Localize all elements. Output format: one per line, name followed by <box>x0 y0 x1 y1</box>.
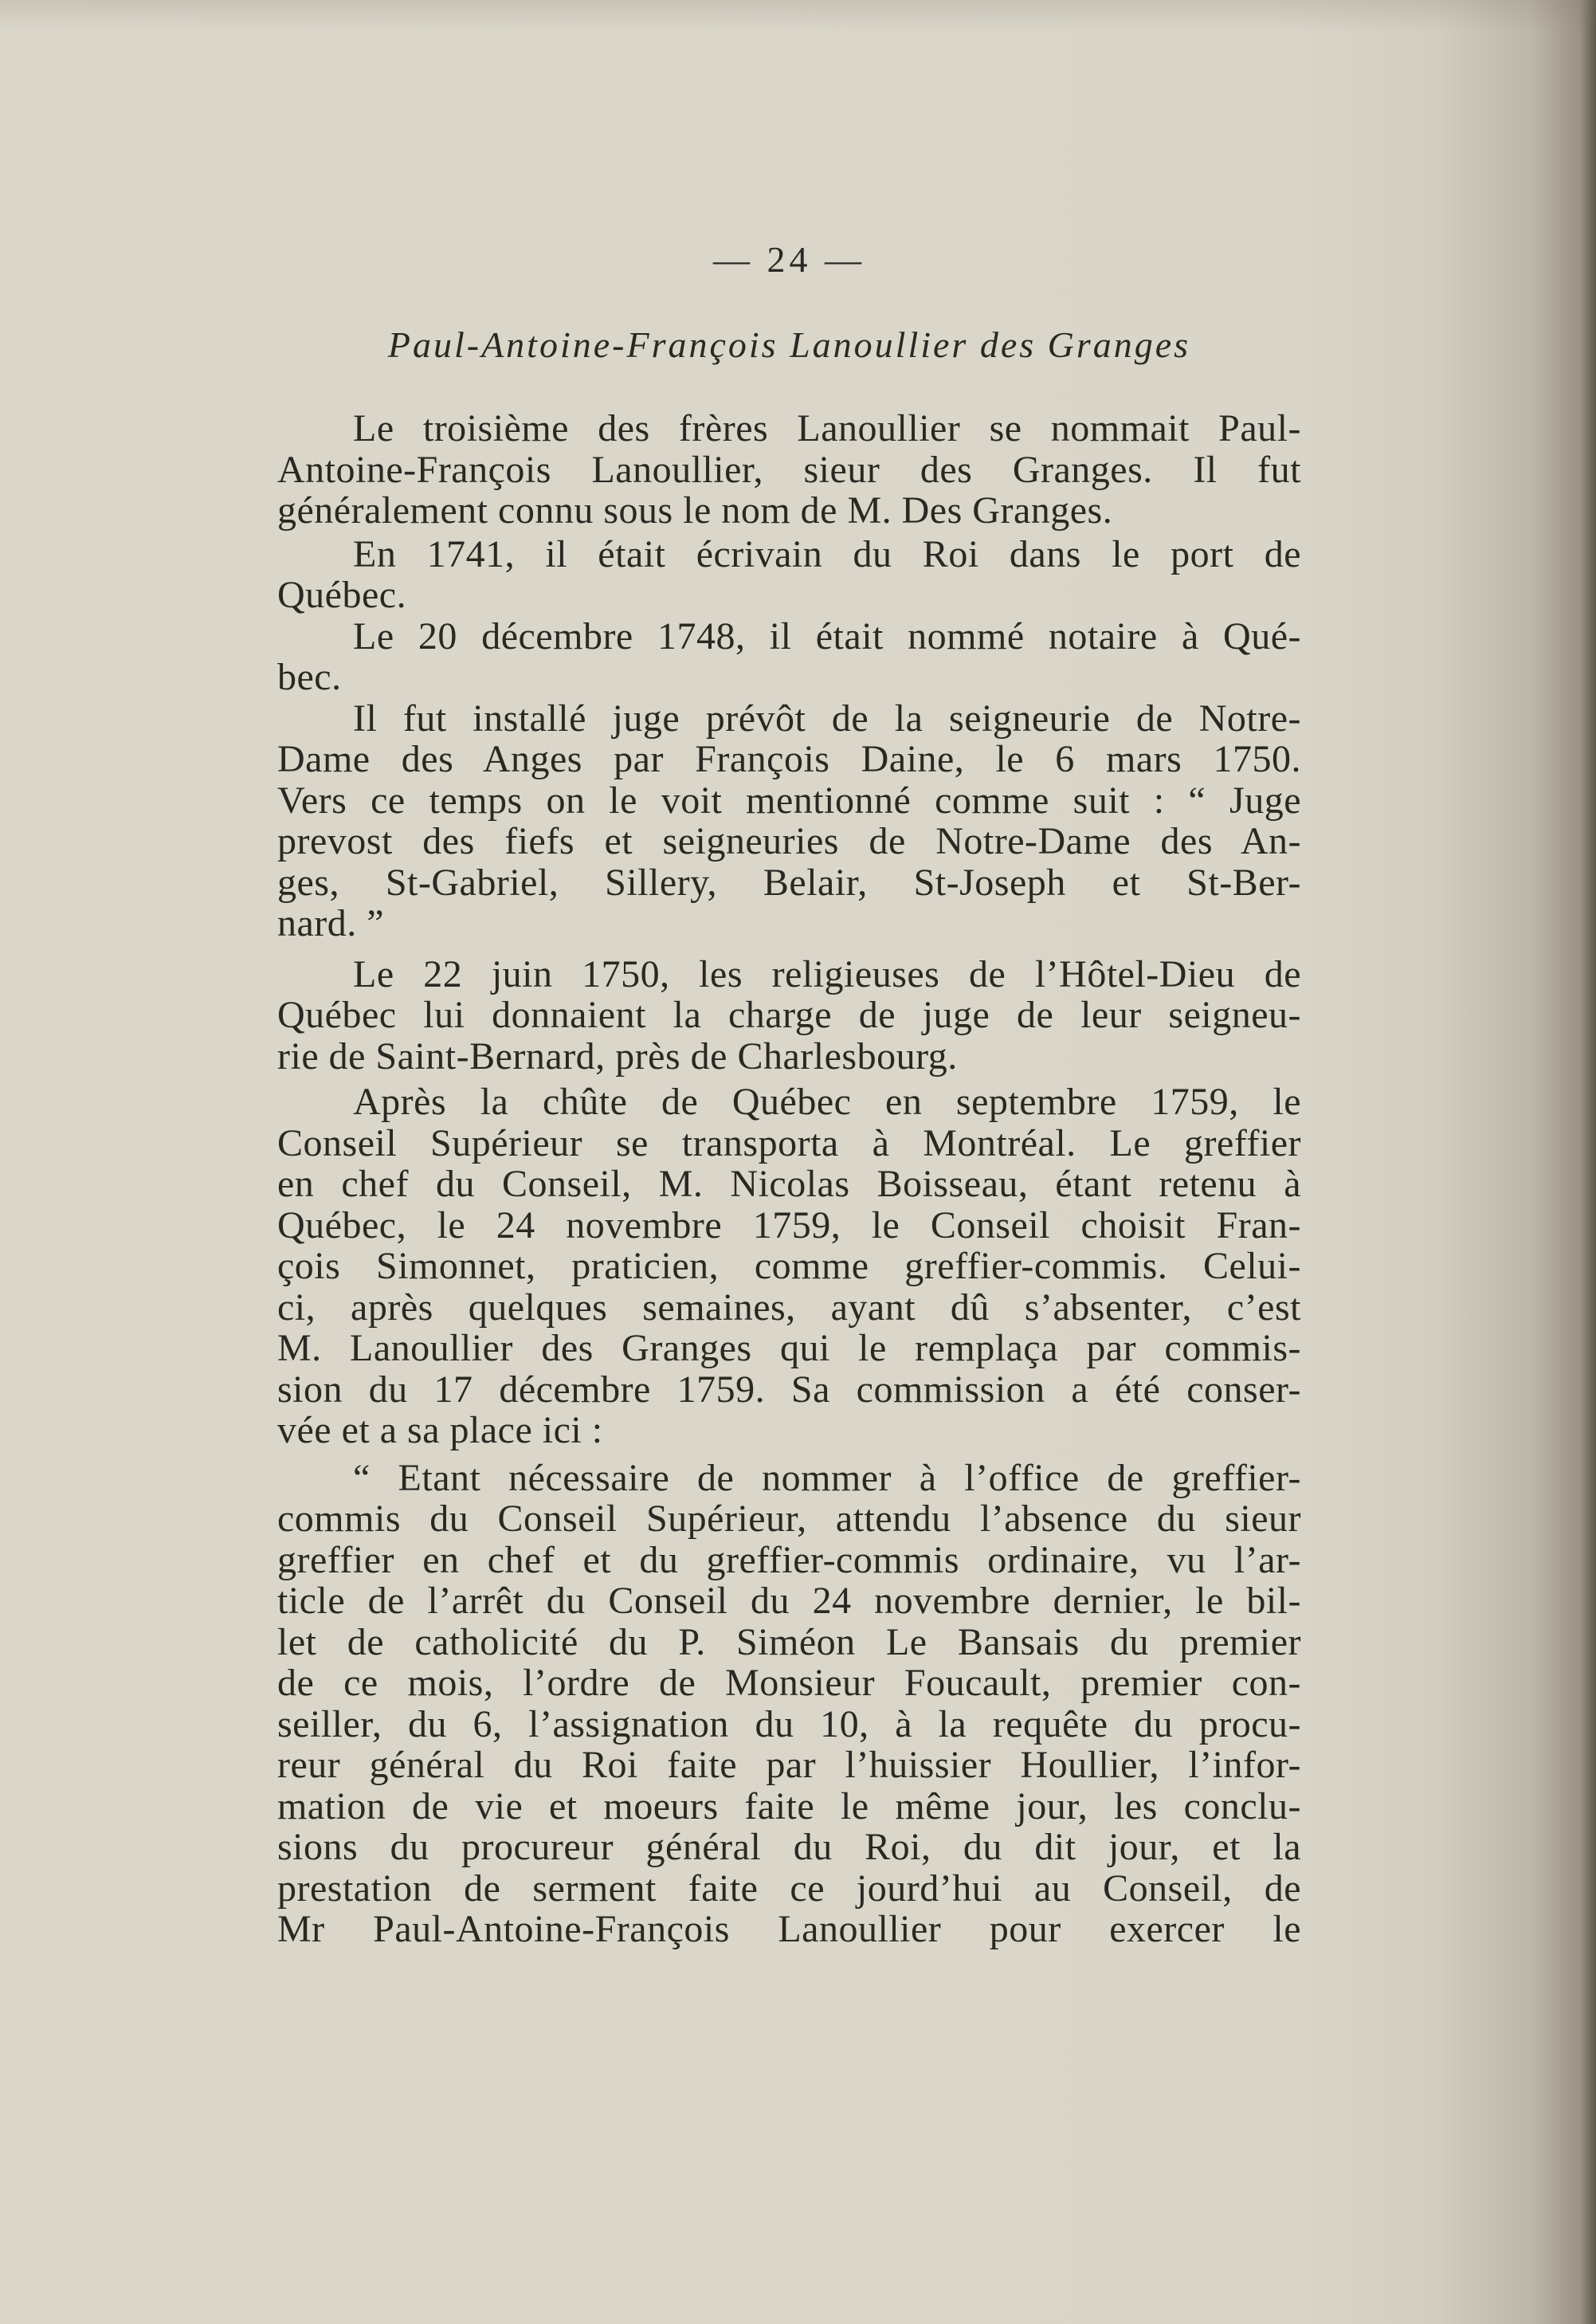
quoted-commission <box>277 1458 1301 1950</box>
text-line: Le 22 juin 1750, les religieuses de l’Hôtel-Dieu de <box>353 953 1301 995</box>
text-line: rie de Saint-Bernard, près de Charlesbourg. <box>277 1035 958 1077</box>
text-line: Le troisième des frères Lanoullier se nommait Paul- <box>353 408 1301 449</box>
text-line: ci, après quelques semaines, ayant dû s’absenter, c’est <box>277 1286 1301 1328</box>
text-line: généralement connu sous le nom de M. Des Granges. <box>277 490 1113 532</box>
section-title: Paul-Antoine-François Lanoullier des Granges <box>387 324 1191 365</box>
text-line: Québec, le 24 novembre 1759, le Conseil choisit Fran- <box>277 1204 1301 1246</box>
text-line: ges, St-Gabriel, Sillery, Belair, St-Joseph et St-Ber- <box>277 862 1301 903</box>
paragraph <box>277 1082 1301 1451</box>
text-line: commis du Conseil Supérieur, attendu l’absence du sieur <box>277 1498 1301 1540</box>
text-line: prestation de serment faite ce jourd’hui au Conseil, de <box>277 1867 1301 1909</box>
text-line: vée et a sa place ici : <box>277 1410 603 1451</box>
paragraph <box>277 954 1301 1078</box>
text-line: en chef du Conseil, M. Nicolas Boisseau, étant retenu à <box>277 1164 1301 1205</box>
text-line: En 1741, il était écrivain du Roi dans le port de <box>353 533 1301 575</box>
text-line: nard. ” <box>277 903 385 944</box>
text-line: seiller, du 6, l’assignation du 10, à la requête du procu- <box>277 1703 1301 1745</box>
text-line: greffier en chef et du greffier-commis ordinaire, vu l’ar- <box>277 1539 1301 1580</box>
text-line: bec. <box>277 657 342 698</box>
text-line: M. Lanoullier des Granges qui le remplaça par commis- <box>277 1328 1301 1369</box>
text-line: Il fut installé juge prévôt de la seigneurie de Notre- <box>353 697 1301 739</box>
text-line: sion du 17 décembre 1759. Sa commission a été conser- <box>277 1368 1301 1410</box>
paragraph <box>277 408 1301 532</box>
text-line: Conseil Supérieur se transporta à Montréal. Le greffier <box>277 1122 1301 1164</box>
paragraph <box>277 534 1301 616</box>
text-line: prevost des fiefs et seigneuries de Notre-Dame des An- <box>277 821 1301 862</box>
text-line: de ce mois, l’ordre de Monsieur Foucault, premier con- <box>277 1663 1301 1704</box>
text-line: “ Etant nécessaire de nommer à l’office de greffier- <box>353 1457 1301 1498</box>
text-line: Le 20 décembre 1748, il était nommé notaire à Qué- <box>353 615 1301 657</box>
text-line: mation de vie et moeurs faite le même jour, les conclu- <box>277 1785 1301 1827</box>
text-line: let de catholicité du P. Siméon Le Bansais du premier <box>277 1621 1301 1663</box>
text-line: ticle de l’arrêt du Conseil du 24 novembre dernier, le bil- <box>277 1580 1301 1622</box>
text-line: Québec. <box>277 575 407 616</box>
text-line: reur général du Roi faite par l’huissier Houllier, l’infor- <box>277 1745 1301 1786</box>
page-number: — 24 — <box>713 239 865 280</box>
text-line: Après la chûte de Québec en septembre 1759, le <box>353 1082 1301 1123</box>
text-line: Mr Paul-Antoine-François Lanoullier pour exercer le <box>277 1909 1301 1950</box>
text-line: Antoine-François Lanoullier, sieur des Granges. Il fut <box>277 449 1301 490</box>
paragraph <box>277 616 1301 698</box>
text-line: çois Simonnet, praticien, comme greffier-commis. Celui- <box>277 1246 1301 1287</box>
text-line: Dame des Anges par François Daine, le 6 mars 1750. <box>277 739 1301 780</box>
paragraph <box>277 698 1301 944</box>
text-line: Vers ce temps on le voit mentionné comme suit : “ Juge <box>277 779 1301 821</box>
body-text <box>277 408 1301 1950</box>
text-line: sions du procureur général du Roi, du dit jour, et la <box>277 1827 1301 1868</box>
text-line: Québec lui donnaient la charge de juge de leur seigneu- <box>277 995 1301 1036</box>
